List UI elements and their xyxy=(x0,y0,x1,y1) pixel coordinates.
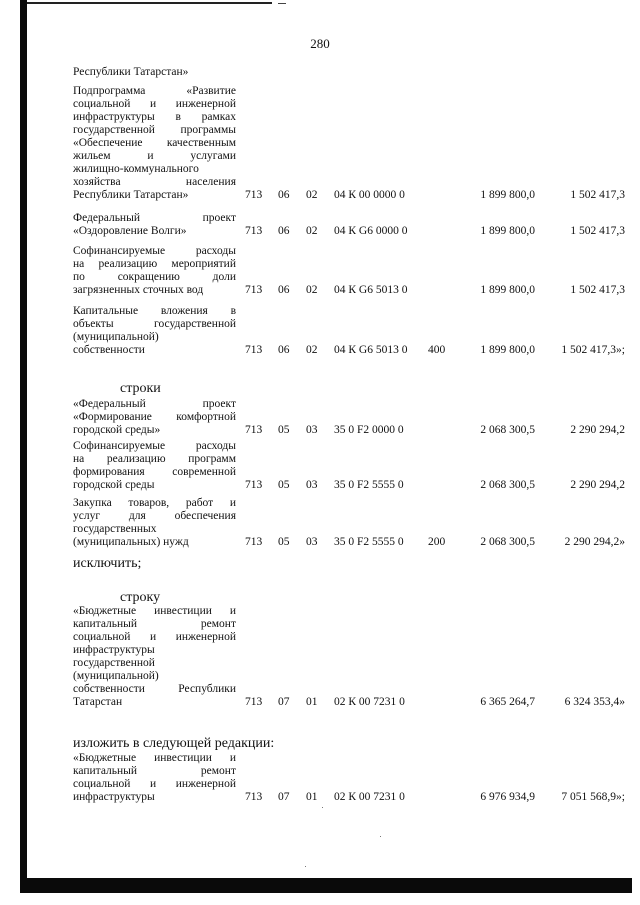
cell-rz: 05 xyxy=(278,479,290,491)
cell-vr: 200 xyxy=(428,536,446,548)
cell-ved: 713 xyxy=(245,479,263,491)
cell-a2: 1 502 417,3 xyxy=(570,225,625,237)
description-line: государственной программы xyxy=(73,124,236,136)
description-line: капитальный ремонт xyxy=(73,618,236,630)
cell-a2: 6 324 353,4» xyxy=(564,696,625,708)
cell-ved: 713 xyxy=(245,696,263,708)
cell-ved: 713 xyxy=(245,225,263,237)
scan-border-bottom xyxy=(20,878,632,893)
cell-ved: 713 xyxy=(245,284,263,296)
cell-a2: 2 290 294,2» xyxy=(564,536,625,548)
cell-rz: 07 xyxy=(278,696,290,708)
scan-mark xyxy=(278,3,286,4)
description-line: объекты государственной xyxy=(73,318,236,330)
cell-csr: 04 К G6 0000 0 xyxy=(334,225,408,237)
row-description xyxy=(73,305,236,357)
section-instruction: исключить; xyxy=(73,556,142,571)
cell-a1: 1 899 800,0 xyxy=(480,225,535,237)
row-description xyxy=(73,752,236,804)
row-description xyxy=(73,66,236,79)
row-description xyxy=(73,605,236,709)
cell-ved: 713 xyxy=(245,189,263,201)
cell-rz: 06 xyxy=(278,344,290,356)
description-line: городской среды xyxy=(73,479,155,491)
description-line: формирования современной xyxy=(73,466,236,478)
description-line: жильем и услугами xyxy=(73,150,236,162)
cell-a1: 2 068 300,5 xyxy=(480,536,535,548)
description-line: социальной и инженерной xyxy=(73,778,236,790)
cell-rz: 06 xyxy=(278,225,290,237)
description-line: «Формирование комфортной xyxy=(73,411,236,423)
description-line: социальной и инженерной xyxy=(73,631,236,643)
scan-speck xyxy=(322,807,323,808)
description-line: инфраструктуры xyxy=(73,791,155,803)
cell-a2: 1 502 417,3 xyxy=(570,284,625,296)
cell-csr: 04 К G6 5013 0 xyxy=(334,344,408,356)
description-line: Республики Татарстан» xyxy=(73,66,189,78)
description-line: Софинансируемые расходы xyxy=(73,245,236,257)
description-line: услуг для обеспечения xyxy=(73,510,236,522)
cell-vr: 400 xyxy=(428,344,446,356)
cell-a2: 1 502 417,3»; xyxy=(561,344,625,356)
cell-pr: 01 xyxy=(306,791,318,803)
page-number: 280 xyxy=(310,36,330,51)
cell-ved: 713 xyxy=(245,424,263,436)
row-description xyxy=(73,440,236,492)
description-line: Капитальные вложения в xyxy=(73,305,236,317)
cell-pr: 03 xyxy=(306,424,318,436)
description-line: (муниципальных) нужд xyxy=(73,536,189,548)
cell-ved: 713 xyxy=(245,536,263,548)
cell-a2: 1 502 417,3 xyxy=(570,189,625,201)
description-line: (муниципальной) xyxy=(73,331,159,343)
cell-pr: 02 xyxy=(306,284,318,296)
row-description xyxy=(73,85,236,202)
cell-rz: 07 xyxy=(278,791,290,803)
scan-border-top xyxy=(27,2,272,4)
description-line: «Оздоровление Волги» xyxy=(73,225,187,237)
description-line: капитальный ремонт xyxy=(73,765,236,777)
scan-speck xyxy=(380,836,381,837)
cell-pr: 03 xyxy=(306,479,318,491)
cell-rz: 05 xyxy=(278,424,290,436)
cell-a1: 2 068 300,5 xyxy=(480,424,535,436)
description-line: хозяйства населения xyxy=(73,176,236,188)
description-line: «Федеральный проект xyxy=(73,398,236,410)
cell-pr: 02 xyxy=(306,189,318,201)
cell-a1: 1 899 800,0 xyxy=(480,189,535,201)
description-line: инфраструктуры в рамках xyxy=(73,111,236,123)
cell-csr: 35 0 F2 0000 0 xyxy=(334,424,404,436)
cell-a1: 6 365 264,7 xyxy=(480,696,535,708)
description-line: по сокращению доли xyxy=(73,271,236,283)
row-description xyxy=(73,398,236,437)
cell-ved: 713 xyxy=(245,344,263,356)
description-line: собственности Республики xyxy=(73,683,236,695)
cell-pr: 01 xyxy=(306,696,318,708)
row-description xyxy=(73,245,236,297)
description-line: «Бюджетные инвестиции и xyxy=(73,605,236,617)
cell-pr: 02 xyxy=(306,344,318,356)
cell-a2: 7 051 568,9»; xyxy=(561,791,625,803)
cell-csr: 02 К 00 7231 0 xyxy=(334,696,405,708)
cell-rz: 06 xyxy=(278,189,290,201)
cell-a1: 1 899 800,0 xyxy=(480,344,535,356)
cell-csr: 04 К 00 0000 0 xyxy=(334,189,405,201)
section-instruction: строку xyxy=(120,590,161,605)
description-line: Софинансируемые расходы xyxy=(73,440,236,452)
cell-csr: 35 0 F2 5555 0 xyxy=(334,536,404,548)
cell-pr: 03 xyxy=(306,536,318,548)
cell-csr: 04 К G6 5013 0 xyxy=(334,284,408,296)
description-line: государственных xyxy=(73,523,157,535)
cell-a1: 1 899 800,0 xyxy=(480,284,535,296)
cell-a1: 6 976 934,9 xyxy=(480,791,535,803)
section-instruction: изложить в следующей редакции: xyxy=(73,736,275,751)
description-line: (муниципальной) xyxy=(73,670,159,682)
description-line: загрязненных сточных вод xyxy=(73,284,204,296)
row-description xyxy=(73,497,236,549)
description-line: жилищно-коммунального xyxy=(73,163,199,175)
cell-a2: 2 290 294,2 xyxy=(570,479,625,491)
scan-border-left xyxy=(20,0,27,893)
description-line: «Бюджетные инвестиции и xyxy=(73,752,236,764)
cell-ved: 713 xyxy=(245,791,263,803)
scan-speck xyxy=(305,866,306,867)
row-description xyxy=(73,212,236,238)
description-line: Федеральный проект xyxy=(73,212,236,224)
cell-csr: 02 К 00 7231 0 xyxy=(334,791,405,803)
section-instruction: строки xyxy=(120,381,161,396)
description-line: Татарстан xyxy=(73,696,123,708)
description-line: Подпрограмма «Развитие xyxy=(73,85,236,97)
cell-csr: 35 0 F2 5555 0 xyxy=(334,479,404,491)
cell-rz: 05 xyxy=(278,536,290,548)
description-line: «Обеспечение качественным xyxy=(73,137,236,149)
description-line: государственной xyxy=(73,657,155,669)
description-line: Закупка товаров, работ и xyxy=(73,497,236,509)
cell-pr: 02 xyxy=(306,225,318,237)
description-line: инфраструктуры xyxy=(73,644,155,656)
description-line: Республики Татарстан» xyxy=(73,189,189,201)
description-line: городской среды» xyxy=(73,424,161,436)
cell-a2: 2 290 294,2 xyxy=(570,424,625,436)
cell-rz: 06 xyxy=(278,284,290,296)
cell-a1: 2 068 300,5 xyxy=(480,479,535,491)
description-line: социальной и инженерной xyxy=(73,98,236,110)
description-line: на реализацию мероприятий xyxy=(73,258,236,270)
description-line: собственности xyxy=(73,344,145,356)
description-line: на реализацию программ xyxy=(73,453,236,465)
